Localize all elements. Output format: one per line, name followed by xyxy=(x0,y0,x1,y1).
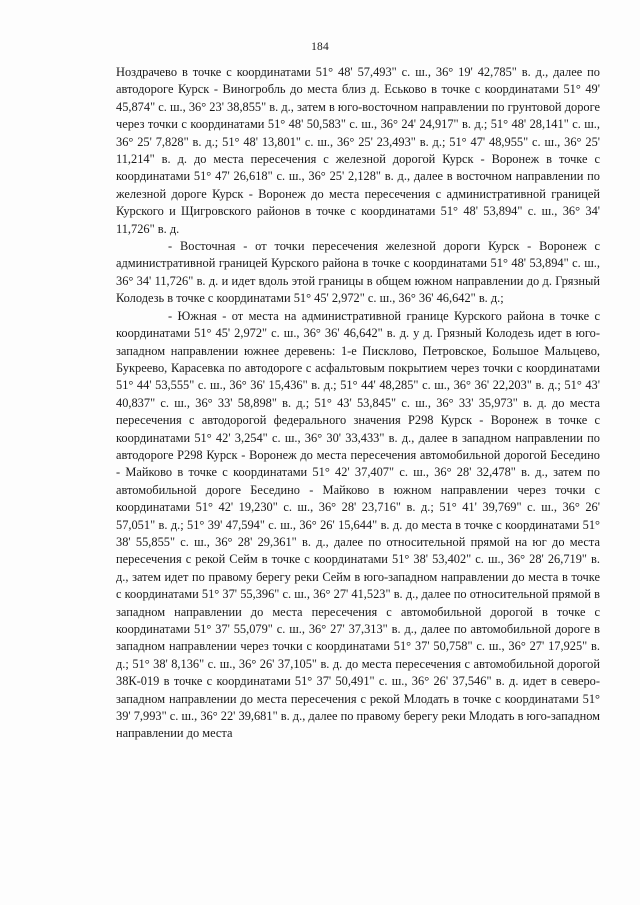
paragraph-continuation: Ноздрачево в точке с координатами 51° 48' 57,493" с. ш., 36° 19' 42,785" в. д., далее по автодороге Курск - Виногробль до места близ д. Еськово в точке с координатами 51° 49' 45,874" с. ш., 36° 23' 38,855" в. д., затем в юго-восточном направлении по грунтовой дороге через точки с координатами 51° 48' 50,583" с. ш., 36° 24' 24,917" в. д.; 51° 48' 28,141" с. ш., 36° 25' 7,828" в. д.; 51° 48' 13,801" с. ш., 36° 25' 23,493" в. д.; 51° 47' 48,955" с. ш., 36° 25' 11,214" в. д. до места пересечения с железной дорогой Курск - Воронеж в точке с координатами 51° 47' 26,618" с. ш., 36° 25' 2,128" в. д., далее в восточном направлении по железной дороге Курск - Воронеж до места пересечения с административной границей Курского и Щигровского районов в точке с координатами 51° 48' 53,894" с. ш., 36° 34' 11,726" в. д. xyxy=(116,65,600,236)
paragraph-southern-border: - Южная - от места на административной границе Курского района в точке с координатами 51° 45' 2,972" с. ш., 36° 36' 46,642" в. д. у д. Грязный Колодезь идет в юго-западном направлении южнее деревень: 1-е Писклово, Петровское, Большое Мальцево, Букреево, Карасевка по автодороге с асфальтовым покрытием через точки с координатами 51° 44' 53,555" с. ш., 36° 36' 15,436" в. д.; 51° 44' 48,285" с. ш., 36° 36' 22,203" в. д.; 51° 43' 40,837" с. ш., 36° 33' 58,898" в. д.; 51° 43' 53,845" с. ш., 36° 33' 35,973" в. д. до места пересечения с автодорогой федерального значения Р298 Курск - Воронеж в точке с координатами 51° 42' 3,254" с. ш., 36° 30' 33,433" в. д., далее в западном направлении по автодороге Р298 Курск - Воронеж до места пересечения автомобильной дорогой Беседино - Майково в точке с координатами 51° 42' 37,407" с. ш., 36° 28' 32,478" в. д., затем по автомобильной дороге Беседино - Майково в южном направлении через точки с координатами 51° 42' 19,230" с. ш., 36° 28' 23,716" в. д.; 51° 41' 39,769" с. ш., 36° 26' 57,051" в. д.; 51° 39' 47,594" с. ш., 36° 26' 15,644" в. д. до места в точке с координатами 51° 38' 55,855" с. ш., 36° 28' 29,361" в. д., далее по относительной прямой на юг до места пересечения с рекой Сейм в точке с координатами 51° 38' 53,402" с. ш., 36° 28' 26,719" в. д., затем идет по правому берегу реки Сейм в юго-западном направлении до места в точке с координатами 51° 37' 55,396" с. ш., 36° 27' 41,523" в. д., далее по относительной прямой в западном направлении до места пересечения с автомобильной дорогой в точке с координатами 51° 37' 55,079" с. ш., 36° 27' 37,313" в. д., далее по автомобильной дороге в западном направлении через точки с координатами 51° 37' 50,758" с. ш., 36° 27' 17,925" в. д.; 51° 38' 8,136" с. ш., 36° 26' 37,105" в. д. до места пересечения с автомобильной дорогой 38К-019 в точке с координатами 51° 37' 50,491" с. ш., 36° 26' 37,546" в. д. идет в северо-западном направлении до места пересечения с рекой Млодать в точке с координатами 51° 39' 7,993" с. ш., 36° 22' 39,681" в. д., далее по правому берегу реки Млодать в юго-западном направлении до места xyxy=(116,308,600,741)
paragraph-eastern-border: - Восточная - от точки пересечения железной дороги Курск - Воронеж с административной границей Курского района в точке с координатами 51° 48' 53,894" с. ш., 36° 34' 11,726" в. д. и идет вдоль этой границы в общем южном направлении до д. Грязный Колодезь в точке с координатами 51° 45' 2,972" с. ш., 36° 36' 46,642" в. д.; xyxy=(116,239,600,306)
page-number: 184 xyxy=(311,41,329,53)
document-body xyxy=(116,64,600,743)
